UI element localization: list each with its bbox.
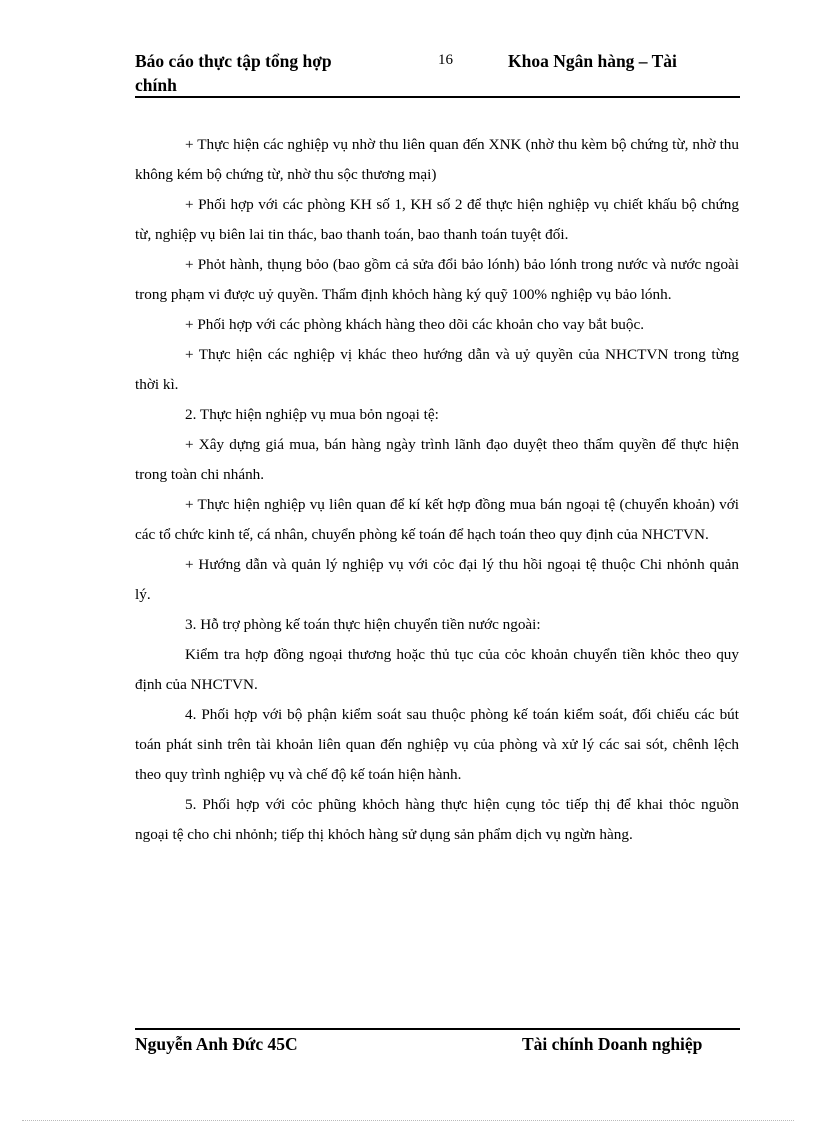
paragraph: 4. Phối hợp với bộ phận kiểm soát sau thuộc phòng kế toán kiểm soát, đối chiếu các bút toán phát sinh trên tài khoản liên quan đến nghiệp vụ của phòng và xử lý các sai sót, chênh lệch theo quy trình nghiệp vụ và chế độ kế toán hiện hành. [135,706,739,783]
footer-department: Tài chính Doanh nghiệp [522,1034,703,1054]
document-body [135,130,739,850]
paragraph: + Phối hợp với các phòng KH số 1, KH số 2 để thực hiện nghiệp vụ chiết khấu bộ chứng từ, nghiệp vụ biên lai tin thác, bao thanh toán, bao thanh toán tuyệt đối. [135,196,739,243]
header-rule [135,96,740,98]
header-faculty: Khoa Ngân hàng – Tài [508,51,677,71]
paragraph: 5. Phối hợp với cỏc phũng khỏch hàng thực hiện cụng tỏc tiếp thị để khai thỏc nguồn ngoại tệ cho chi nhỏnh; tiếp thị khỏch hàng sử dụng sản phẩm dịch vụ ngừn hàng. [135,796,739,843]
footer-rule [135,1028,740,1030]
paragraph: + Thực hiện các nghiệp vụ nhờ thu liên quan đến XNK (nhờ thu kèm bộ chứng từ, nhờ thu không kém bộ chứng từ, nhờ thu sộc thương mại) [135,136,739,183]
paragraph: + Phỏt hành, thụng bỏo (bao gồm cả sửa đổi bảo lónh) bảo lónh trong nước và nước ngoài trong phạm vi được uỷ quyền. Thẩm định khỏch hàng ký quỹ 100% nghiệp vụ bảo lónh. [135,256,739,303]
page-number: 16 [438,52,453,68]
paragraph: + Thực hiện nghiệp vụ liên quan để kí kết hợp đồng mua bán ngoại tệ (chuyển khoản) với các tổ chức kinh tế, cá nhân, chuyển phòng kế toán để hạch toán theo quy định của NHCTVN. [135,496,739,543]
paragraph: + Phối hợp với các phòng khách hàng theo dõi các khoản cho vay bắt buộc. [185,316,645,333]
section-heading: 3. Hỗ trợ phòng kế toán thực hiện chuyển tiền nước ngoài: [185,616,541,633]
paragraph: + Hướng dẫn và quản lý nghiệp vụ với cỏc đại lý thu hồi ngoại tệ thuộc Chi nhỏnh quản lý. [135,556,739,603]
paragraph: Kiểm tra hợp đồng ngoại thương hoặc thủ tục của cỏc khoản chuyển tiền khỏc theo quy định của NHCTVN. [135,646,739,693]
page-footer [135,1032,740,1080]
page-edge [22,1120,794,1121]
page-header [135,49,740,95]
paragraph: + Thực hiện các nghiệp vị khác theo hướng dẫn và uỷ quyền của NHCTVN trong từng thời kì. [135,346,739,393]
section-heading: 2. Thực hiện nghiệp vụ mua bỏn ngoại tệ: [185,406,439,423]
footer-author: Nguyễn Anh Đức 45C [135,1034,298,1054]
paragraph: + Xây dựng giá mua, bán hàng ngày trình lãnh đạo duyệt theo thẩm quyền để thực hiện trong toàn chi nhánh. [135,436,739,483]
header-report-title: Báo cáo thực tập tổng hợp chính [135,51,332,95]
